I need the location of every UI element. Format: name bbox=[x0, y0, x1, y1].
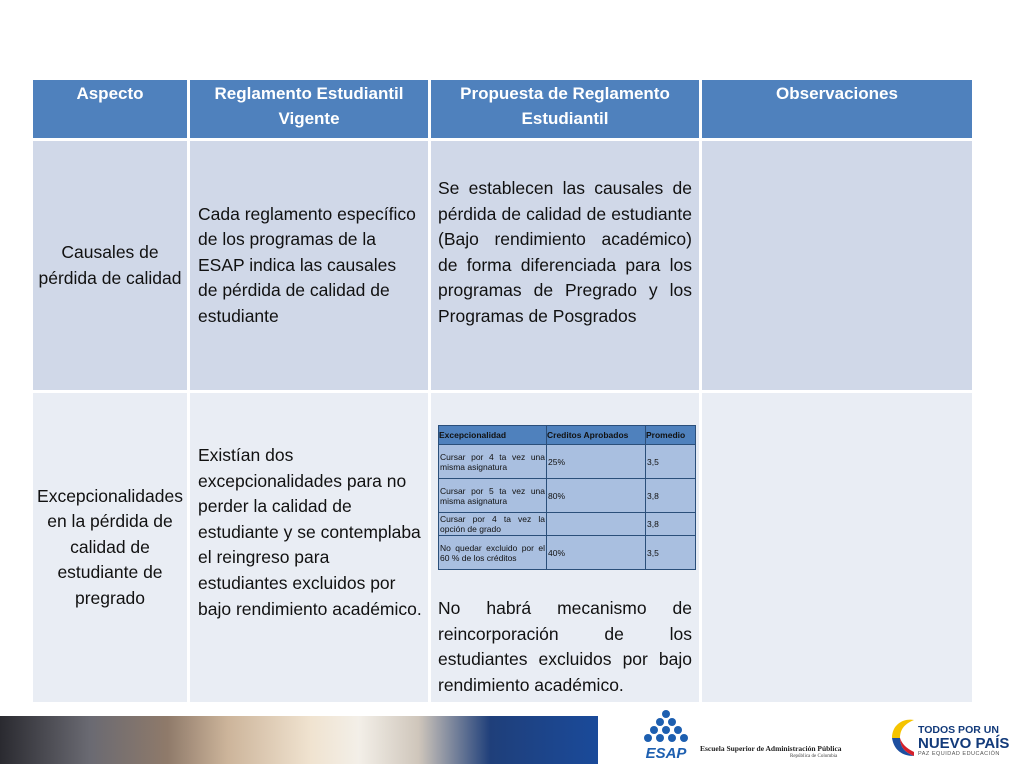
esap-logo bbox=[636, 708, 696, 764]
mini-cell: Cursar por 4 ta vez la opción de grado bbox=[440, 514, 545, 534]
aspect-cell bbox=[33, 141, 190, 393]
mini-header: Creditos Aprobados bbox=[547, 426, 646, 445]
exception-mini-table bbox=[438, 425, 696, 570]
comparison-table bbox=[33, 80, 972, 702]
mini-cell: No quedar excluido por el 60 % de los créditos bbox=[439, 536, 547, 570]
aspect-text: Excepcionalidades en la pérdida de calidad de estudiante de pregrado bbox=[37, 485, 183, 608]
slogan-line3: PAZ EQUIDAD EDUCACIÓN bbox=[918, 751, 1000, 757]
mini-cell bbox=[547, 513, 646, 536]
mini-cell: 25% bbox=[547, 445, 646, 479]
mini-cell: 3,5 bbox=[646, 536, 696, 570]
header-propuesta: Propuesta de Reglamento Estudiantil bbox=[431, 80, 702, 141]
header-observaciones: Observaciones bbox=[702, 80, 972, 141]
slogan bbox=[918, 725, 1009, 757]
observations-cell bbox=[702, 393, 972, 702]
mini-cell: 40% bbox=[547, 536, 646, 570]
mini-cell: Cursar por 5 ta vez una misma asignatura bbox=[439, 479, 547, 513]
header-reglamento-vigente: Reglamento Estudiantil Vigente bbox=[190, 80, 431, 141]
slogan-line2: NUEVO PAÍS bbox=[918, 735, 1010, 752]
mini-row bbox=[439, 513, 696, 536]
proposal-note: No habrá mecanismo de reincorporación de los estudiantes excluidos por bajo rendimiento académico. bbox=[438, 598, 692, 695]
footer-banner-photo bbox=[0, 716, 598, 764]
country-name: República de Colombia bbox=[790, 754, 838, 759]
esap-logo-text: ESAP bbox=[645, 745, 687, 762]
mini-header: Promedio bbox=[646, 426, 696, 445]
proposal-cell bbox=[431, 393, 702, 702]
aspect-cell bbox=[33, 393, 190, 702]
observations-cell bbox=[702, 141, 972, 393]
institution-name: Escuela Superior de Administración Pública bbox=[700, 744, 842, 753]
mini-cell: 3,8 bbox=[646, 479, 696, 513]
mini-row bbox=[439, 536, 696, 570]
colombia-flag-logo bbox=[888, 716, 918, 760]
aspect-text: Causales de pérdida de calidad bbox=[38, 241, 182, 288]
current-cell bbox=[190, 141, 431, 393]
table-row bbox=[33, 141, 972, 393]
current-cell: Existían dos excepcionalidades para no perder la calidad de estudiante y se contemplaba el reingreso para estudiantes excluidos por bajo rendimiento académico. bbox=[190, 393, 431, 702]
current-text: Cada reglamento específico de los programas de la ESAP indica las causales de pérdida de calidad de estudiante bbox=[198, 203, 416, 326]
mini-row bbox=[439, 479, 696, 513]
footer bbox=[0, 712, 1024, 768]
mini-header: Excepcionalidad bbox=[439, 426, 547, 445]
proposal-cell: Se establecen las causales de pérdida de calidad de estudiante (Bajo rendimiento académico) de forma diferenciada para los programas de Pregrado y los Programas de Posgrados bbox=[431, 141, 702, 393]
mini-cell: 3,8 bbox=[646, 513, 696, 536]
mini-row bbox=[439, 445, 696, 479]
mini-cell: 80% bbox=[547, 479, 646, 513]
table-row bbox=[33, 393, 972, 702]
header-aspecto: Aspecto bbox=[33, 80, 190, 141]
mini-cell: Cursar por 4 ta vez una misma asignatura bbox=[439, 445, 547, 479]
table-header-row bbox=[33, 80, 972, 141]
mini-cell: 3,5 bbox=[646, 445, 696, 479]
slogan-line1: TODOS POR UN bbox=[918, 724, 999, 736]
